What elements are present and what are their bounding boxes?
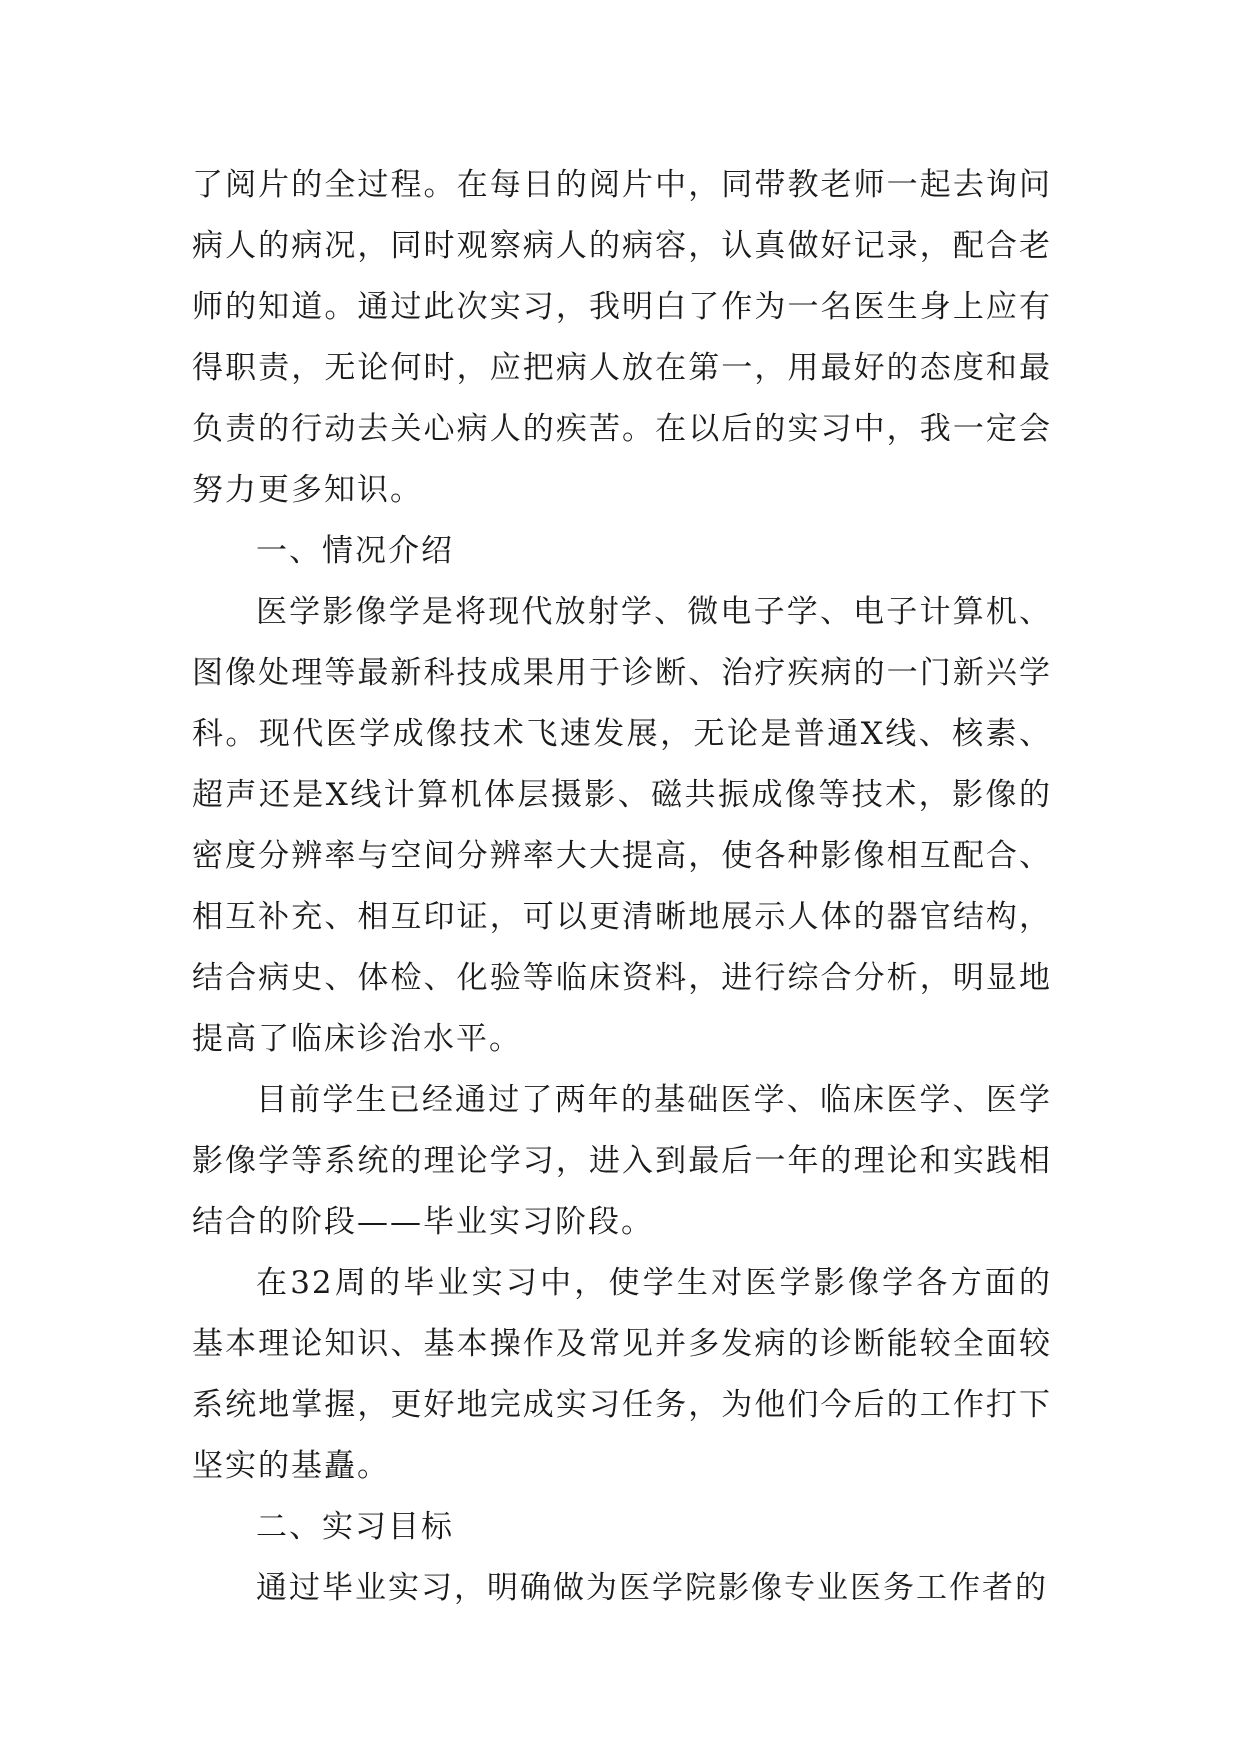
paragraph-medical-imaging-intro: 医学影像学是将现代放射学、微电子学、电子计算机、图像处理等最新科技成果用于诊断、治疗疾病的一门新兴学科。现代医学成像技术飞速发展，无论是普通X线、核素、超声还是X线计算机体层摄影、磁共振成像等技术，影像的密度分辨率与空间分辨率大大提高，使各种影像相互配合、相互补充、相互印证，可以更清晰地展示人体的器官结构，结合病史、体检、化验等临床资料，进行综合分析，明显地提高了临床诊治水平。 (192, 594, 1052, 1057)
document-body (192, 155, 1052, 1619)
paragraph-continuation: 了阅片的全过程。在每日的阅片中，同带教老师一起去询问病人的病况，同时观察病人的病容，认真做好记录，配合老师的知道。通过此次实习，我明白了作为一名医生身上应有得职责，无论何时，应把病人放在第一，用最好的态度和最负责的行动去关心病人的疾苦。在以后的实习中，我一定会努力更多知识。 (192, 167, 1052, 508)
paragraph-student-status: 目前学生已经通过了两年的基础医学、临床医学、医学影像学等系统的理论学习，进入到最后一年的理论和实践相结合的阶段——毕业实习阶段。 (192, 1082, 1052, 1240)
section-heading-situation: 一、情况介绍 (256, 533, 454, 569)
section-heading-goals: 二、实习目标 (256, 1509, 454, 1545)
paragraph-internship-period: 在32周的毕业实习中，使学生对医学影像学各方面的基本理论知识、基本操作及常见并多发病的诊断能较全面较系统地掌握，更好地完成实习任务，为他们今后的工作打下坚实的基矗。 (192, 1265, 1052, 1484)
paragraph-goals-start: 通过毕业实习，明确做为医学院影像专业医务工作者的 (256, 1570, 1048, 1606)
